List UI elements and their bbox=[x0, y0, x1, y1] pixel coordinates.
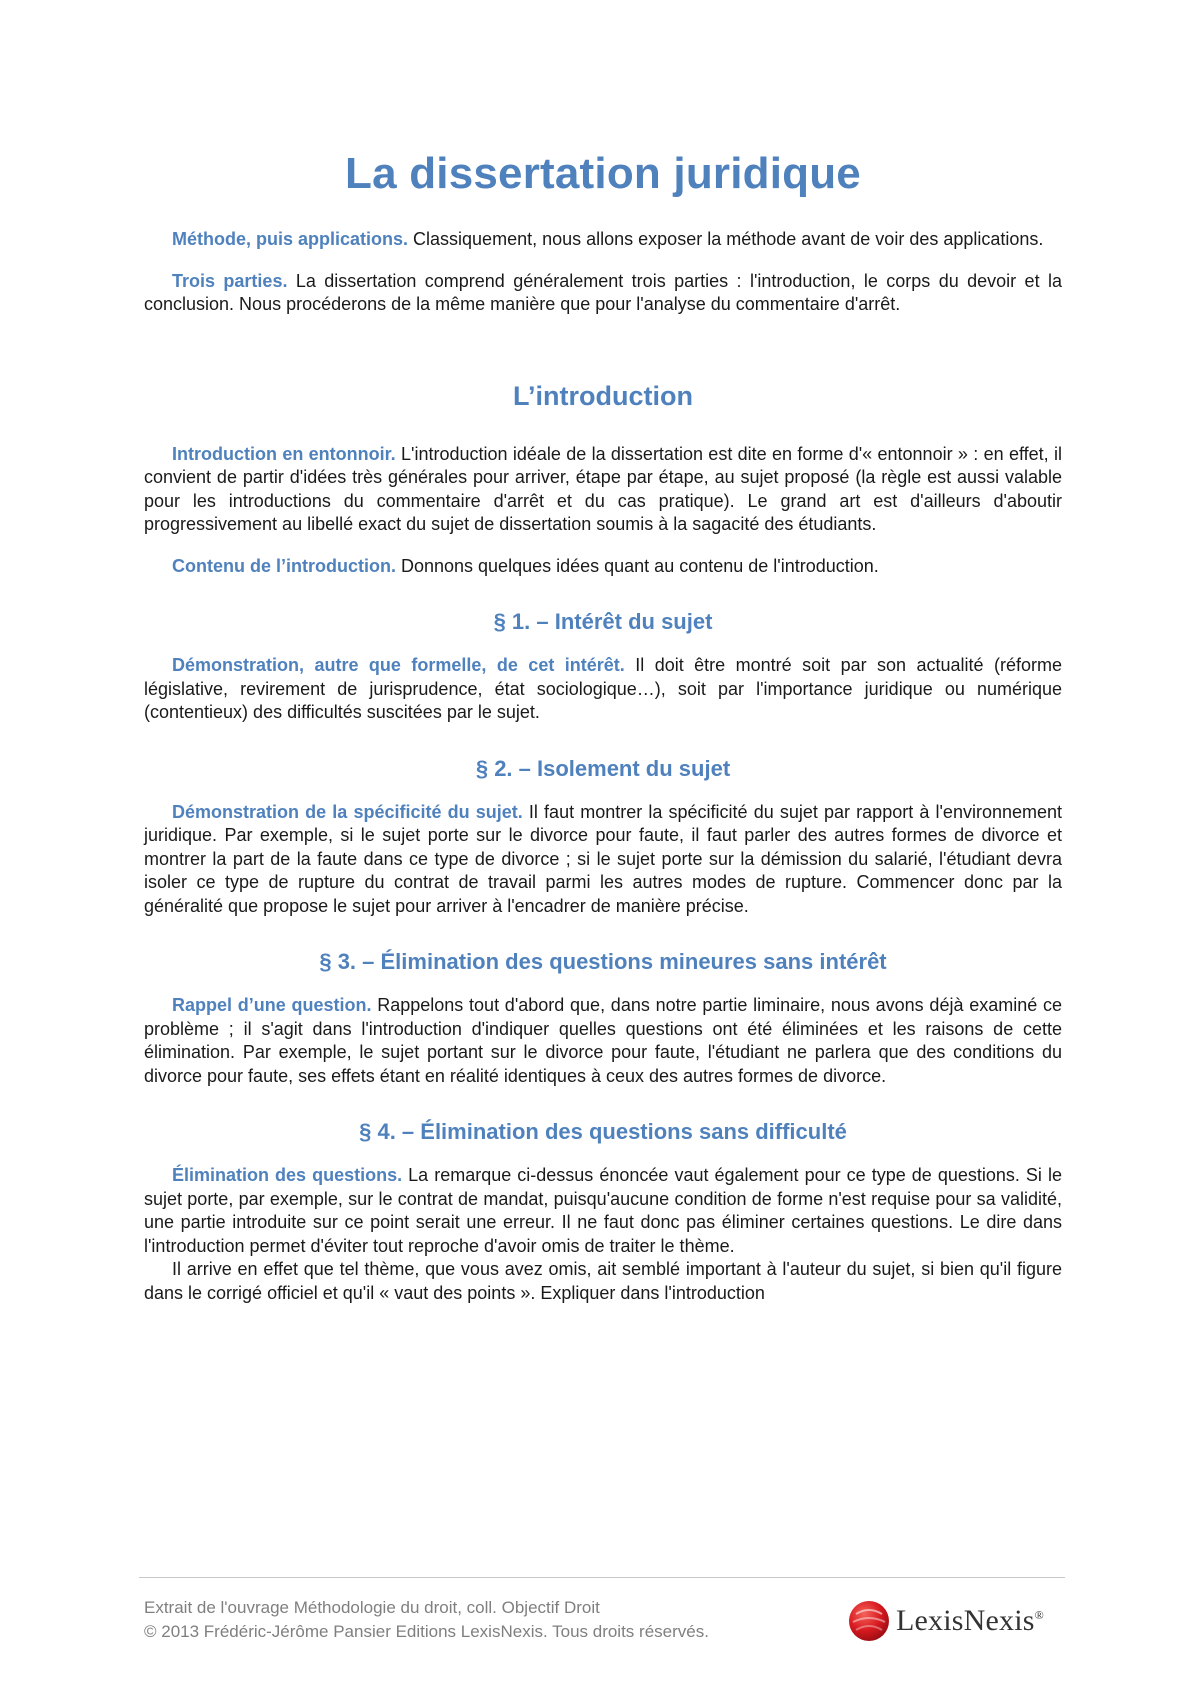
paragraph-interet bbox=[144, 654, 1062, 725]
paragraph-contenu bbox=[144, 555, 1062, 579]
paragraph-text: Donnons quelques idées quant au contenu de l'introduction. bbox=[395, 555, 879, 576]
paragraph-lead: Méthode, puis applications. bbox=[172, 229, 409, 249]
paragraph-lead: Rappel d’une question. bbox=[172, 995, 372, 1015]
paragraph-lead: Démonstration de la spécificité du sujet. bbox=[172, 801, 523, 822]
paragraph-text: La dissertation comprend généralement trois parties : l'introduction, le corps du devoir et la conclusion. Nous procéderons de la même manière que pour l'analyse du commentaire d'arrêt. bbox=[144, 270, 1062, 314]
paragraph-lead: Trois parties. bbox=[172, 270, 288, 291]
paragraph-text: La remarque ci-dessus énoncée vaut également pour ce type de questions. Si le sujet porte, par exemple, sur le contrat de mandat, puisqu'aucune condition de forme n'est requise pour sa validité, une partie introduite sur ce point serait une erreur. Il ne faut donc pas éliminer certaines questions. Le dire dans l'introduction permet d'éviter tout reproche d'avoir omis de traiter le thème. bbox=[144, 1165, 1062, 1256]
footer-line-source: Extrait de l'ouvrage Méthodologie du droit, coll. Objectif Droit bbox=[144, 1598, 600, 1617]
paragraph-lead: Démonstration, autre que formelle, de cet intérêt. bbox=[172, 655, 625, 675]
paragraph-lead: Contenu de l’introduction. bbox=[172, 555, 396, 576]
logo-registered-mark: ® bbox=[1034, 1608, 1044, 1622]
lexisnexis-globe-icon bbox=[848, 1600, 890, 1642]
logo-wordmark-text: LexisNexis bbox=[896, 1604, 1035, 1637]
paragraph-text: Il faut montrer la spécificité du sujet par rapport à l'environnement juridique. Par exemple, si le sujet porte sur le divorce pour faute, il faut parler des autres formes de divorce et montrer la part de la faute dans ce type de divorce ; si le sujet porte sur la démission du salarié, l'étudiant devra isoler ce type de rupture du contrat de travail parmi les autres modes de rupture. Commencer donc par la généralité que propose le sujet pour arriver à l'encadrer de manière précise. bbox=[144, 801, 1063, 916]
footer-text bbox=[144, 1596, 709, 1644]
footer-line-copyright: © 2013 Frédéric-Jérôme Pansier Editions LexisNexis. Tous droits réservés. bbox=[144, 1622, 709, 1641]
paragraph-elimination-suite: Il arrive en effet que tel thème, que vous avez omis, ait semblé important à l'auteur du sujet, si bien qu'il figure dans le corrigé officiel et qu'il « vaut des points ». Expliquer dans l'introduction bbox=[144, 1259, 1062, 1303]
paragraph-entonnoir bbox=[144, 443, 1062, 537]
paragraph-lead: Introduction en entonnoir. bbox=[172, 443, 396, 464]
subsection-title-isolement: § 2. – Isolement du sujet bbox=[475, 755, 731, 781]
paragraph-text: Classiquement, nous allons exposer la méthode avant de voir des applications. bbox=[408, 229, 1044, 249]
paragraph-trois-parties bbox=[144, 270, 1062, 317]
lexisnexis-logo bbox=[848, 1600, 1044, 1642]
paragraph-isolement bbox=[144, 801, 1062, 919]
footer-divider bbox=[139, 1577, 1065, 1578]
paragraph-text: Rappelons tout d'abord que, dans notre partie liminaire, nous avons déjà examiné ce problème ; il s'agit dans l'introduction d'indiquer quelles questions ont été éliminées et les raisons de cette élimination. Par exemple, le sujet portant sur le divorce pour faute, l'étudiant ne parlera que des conditions du divorce pour faute, ses effets étant en réalité identiques à ceux des autres formes de divorce. bbox=[144, 995, 1062, 1086]
document-title: La dissertation juridique bbox=[345, 149, 861, 198]
paragraph-methode bbox=[144, 228, 1062, 252]
paragraph-text: Il doit être montré soit par son actualité (réforme législative, revirement de jurisprudence, état sociologique…), soit par l'importance juridique ou numérique (contentieux) des difficultés suscitées par le sujet. bbox=[144, 655, 1063, 722]
subsection-title-elimination-mineures: § 3. – Élimination des questions mineures sans intérêt bbox=[319, 949, 887, 974]
document-body bbox=[144, 148, 1062, 1305]
paragraph-text: L'introduction idéale de la dissertation est dite en forme d'« entonnoir » : en effet, il convient de partir d'idées très générales pour arriver, étape par étape, au sujet proposé (la règle est aussi valable pour les introductions du commentaire d'arrêt et du cas pratique). Le grand art est d'ailleurs d'aboutir progressivement au libellé exact du sujet de dissertation soumis à la sagacité des étudiants. bbox=[144, 443, 1062, 534]
logo-wordmark bbox=[896, 1604, 1044, 1638]
paragraph-rappel bbox=[144, 994, 1062, 1088]
paragraph-elimination bbox=[144, 1164, 1062, 1258]
paragraph-lead: Élimination des questions. bbox=[172, 1165, 403, 1185]
subsection-title-elimination-sans-difficulte: § 4. – Élimination des questions sans difficulté bbox=[359, 1119, 847, 1144]
section-title-introduction: L’introduction bbox=[513, 380, 693, 411]
subsection-title-interet: § 1. – Intérêt du sujet bbox=[493, 609, 713, 634]
